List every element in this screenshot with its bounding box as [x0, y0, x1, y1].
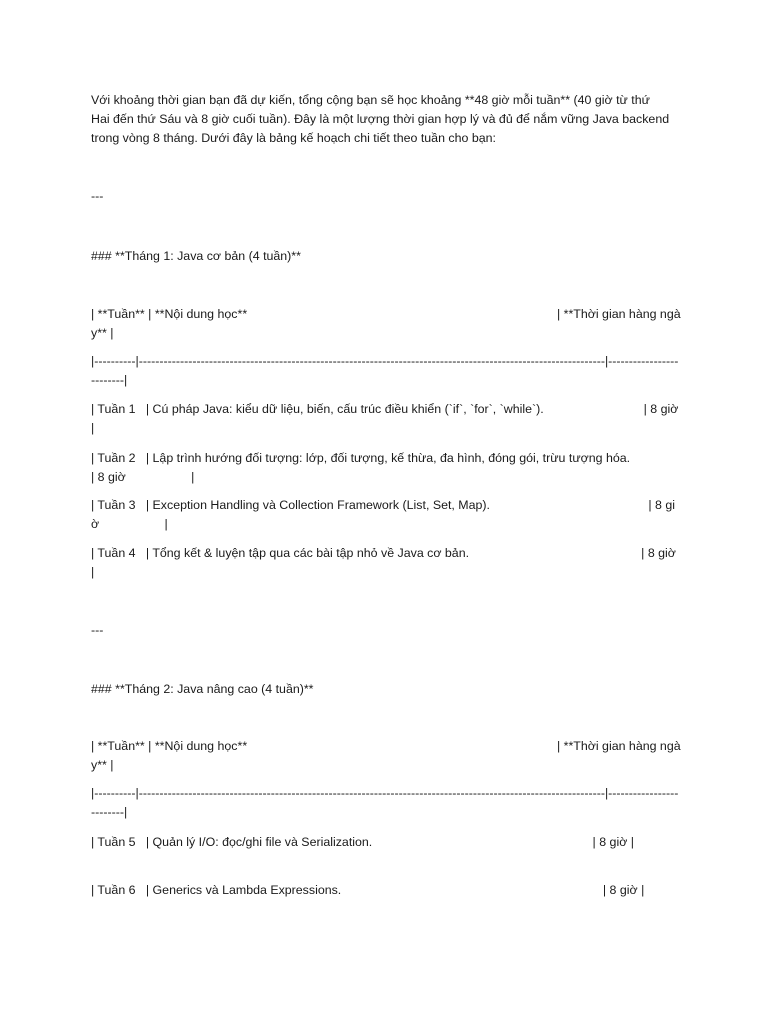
intro-paragraph: Với khoảng thời gian bạn đã dự kiến, tổng cộng bạn sẽ học khoảng **48 giờ mỗi tuần** (40 giờ từ thứ Hai đến thứ Sáu và 8 giờ cuối tuần). Đây là một lượng thời gian hợp lý và đủ để nắm vững Java backend trong vòng 8 tháng. Dưới đây là bảng kế hoạch chi tiết theo tuần cho bạn: — [91, 93, 670, 145]
table-header-row: | **Tuần** | **Nội dung học** | **Thời gian hàng ngày** | — [91, 739, 681, 772]
table-row: | Tuần 2 | Lập trình hướng đối tượng: lớp, đối tượng, kế thừa, đa hình, đóng gói, trừu tượng hóa. | 8 giờ | — [91, 451, 699, 484]
month-2-heading: ### **Tháng 2: Java nâng cao (4 tuần)** — [91, 682, 314, 696]
separator-line: --- — [91, 189, 104, 203]
separator-line: --- — [91, 623, 104, 637]
table-row: | Tuần 5 | Quản lý I/O: đọc/ghi file và Serialization. | 8 giờ | — [91, 835, 634, 849]
month-1-heading: ### **Tháng 1: Java cơ bản (4 tuần)** — [91, 249, 301, 263]
table-divider-row: |----------|-----------------------------------------------------------------------------------------------------------------|-------------------------| — [91, 354, 679, 387]
table-row: | Tuần 6 | Generics và Lambda Expressions. | 8 giờ | — [91, 883, 645, 897]
table-row: | Tuần 1 | Cú pháp Java: kiểu dữ liệu, biến, cấu trúc điều khiển (`if`, `for`, `while`). | 8 giờ | — [91, 402, 744, 435]
table-row: | Tuần 3 | Exception Handling và Collection Framework (List, Set, Map). | 8 giờ | — [91, 498, 675, 531]
table-row: | Tuần 4 | Tổng kết & luyện tập qua các bài tập nhỏ về Java cơ bản. | 8 giờ | — [91, 546, 742, 579]
table-divider-row: |----------|-----------------------------------------------------------------------------------------------------------------|-------------------------| — [91, 786, 679, 819]
table-header-row: | **Tuần** | **Nội dung học** | **Thời gian hàng ngày** | — [91, 307, 681, 340]
